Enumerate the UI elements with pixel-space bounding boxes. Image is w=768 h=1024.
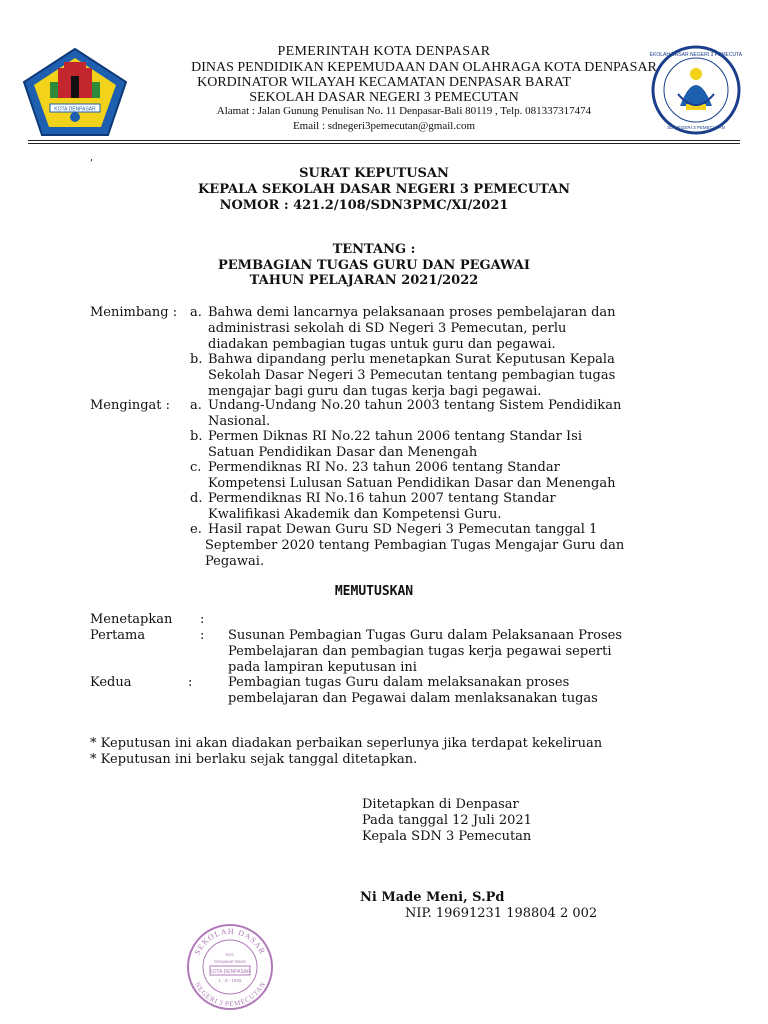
header-line-2: DINAS PENDIDIKAN KEPEMUDAAN DAN OLAHRAGA KOTA DENPASAR [191,60,657,75]
mengingat-e-marker: e. [190,522,202,537]
mengingat-b-marker: b. [190,429,203,444]
memutuskan-heading: MEMUTUSKAN [334,584,414,599]
mengingat-c-line-2: Kompetensi Lulusan Satuan Pendidikan Dasar dan Menengah [208,476,616,491]
pertama-line-1: Susunan Pembagian Tugas Guru dalam Pelaksanaan Proses [228,628,623,643]
tentang-label: TENTANG : [332,242,416,257]
stray-mark: , [90,152,94,163]
header-rule-thick [28,140,740,141]
header-address: Alamat : Jalan Gunung Penulisan No. 11 Denpasar-Bali 80119 , Telp. 081337317474 [216,105,592,117]
school-stamp [185,922,275,1012]
mengingat-d-line-1: Permendiknas RI No.16 tahun 2007 tentang Standar [208,491,556,506]
tentang-line-2: TAHUN PELAJARAN 2021/2022 [249,273,479,288]
pertama-colon: : [200,628,205,643]
menimbang-b-line-3: mengajar bagi guru dan tugas kerja bagi pegawai. [208,384,542,399]
pertama-line-2: Pembelajaran dan pembagian tugas kerja pegawai seperti [228,644,612,659]
menimbang-a-line-1: Bahwa demi lancarnya pelaksanaan proses pembelajaran dan [208,305,616,320]
menimbang-b-line-1: Bahwa dipandang perlu menetapkan Surat Keputusan Kepala [208,352,615,367]
kedua-line-2: pembelajaran dan Pegawai dalam menlaksanakan tugas [228,691,598,706]
stamp-box-text: KOTA DENPASAR [209,969,251,975]
mengingat-e-line-2: September 2020 tentang Pembagian Tugas Mengajar Guru dan [205,538,625,553]
menimbang-label: Menimbang : [90,305,178,320]
header-rule-thin [28,143,740,144]
mengingat-d-line-2: Kwalifikasi Akademik dan Kompetensi Guru. [208,507,502,522]
tentang-line-1: PEMBAGIAN TUGAS GURU DAN PEGAWAI [218,258,530,273]
menimbang-b-line-2: Sekolah Dasar Negeri 3 Pemecutan tentang pembagian tugas [208,368,616,383]
school-logo-bottom-text: SD NEGERI 3 PEMECUTAN [667,125,725,130]
stamp-line-2: Denpasar Barat [214,959,246,964]
title-line-3: NOMOR : 421.2/108/SDN3PMC/XI/2021 [219,198,509,213]
menimbang-a-marker: a. [190,305,202,320]
menetapkan-label: Menetapkan [90,612,173,627]
mengingat-b-line-1: Permen Diknas RI No.22 tahun 2006 tentang Standar Isi [208,429,582,444]
menimbang-b-marker: b. [190,352,203,367]
menetapkan-colon: : [200,612,205,627]
sign-date: Pada tanggal 12 Juli 2021 [362,813,532,828]
mengingat-a-line-1: Undang-Undang No.20 tahun 2003 tentang Sistem Pendidikan [208,398,622,413]
mengingat-c-line-1: Permendiknas RI No. 23 tahun 2006 tentang Standar [208,460,560,475]
kedua-label: Kedua [90,675,132,690]
sign-name: Ni Made Meni, S.Pd [360,890,505,905]
title-line-2: KEPALA SEKOLAH DASAR NEGERI 3 PEMECUTAN [197,182,571,197]
stamp-ring-bottom: NEGERI 3 PEMECUTAN [192,980,268,1009]
city-logo-label: KOTA DENPASAR [54,106,96,113]
stamp-date: 1 - 8 - 1926 [218,978,242,983]
school-logo-ring-text: SEKOLAH DASAR NEGERI 3 PEMECUTAN [650,52,742,58]
pertama-label: Pertama [90,628,146,643]
sign-place: Ditetapkan di Denpasar [362,797,519,812]
mengingat-c-marker: c. [190,460,202,475]
kedua-colon: : [188,675,193,690]
kedua-line-1: Pembagian tugas Guru dalam melaksanakan proses [228,675,570,690]
header-line-1: PEMERINTAH KOTA DENPASAR [277,44,491,59]
mengingat-d-marker: d. [190,491,203,506]
header-line-4: SEKOLAH DASAR NEGERI 3 PEMECUTAN [249,90,519,105]
menimbang-a-line-3: diadakan pembagian tugas untuk guru dan pegawai. [208,337,556,352]
title-line-1: SURAT KEPUTUSAN [299,166,449,181]
mengingat-label: Mengingat : [90,398,171,413]
menimbang-a-line-2: administrasi sekolah di SD Negeri 3 Pemecutan, perlu [208,321,567,336]
mengingat-e-line-3: Pegawai. [205,554,265,569]
note-1: * Keputusan ini akan diadakan perbaikan seperlunya jika terdapat kekeliruan [90,736,603,751]
mengingat-e-line-1: Hasil rapat Dewan Guru SD Negeri 3 Pemecutan tanggal 1 [208,522,598,537]
mengingat-a-marker: a. [190,398,202,413]
pertama-line-3: pada lampiran keputusan ini [228,660,417,675]
header-email: Email : sdnegeri3pemecutan@gmail.com [292,120,476,132]
mengingat-a-line-2: Nasional. [208,414,271,429]
sign-nip: NIP. 19691231 198804 2 002 [405,906,598,921]
stamp-line-1: Kec [226,952,234,957]
header-line-3: KORDINATOR WILAYAH KECAMATAN DENPASAR BARAT [197,75,571,90]
sign-position: Kepala SDN 3 Pemecutan [362,829,532,844]
mengingat-b-line-2: Satuan Pendidikan Dasar dan Menengah [208,445,478,460]
stamp-ring-top: SEKOLAH DASAR [192,926,268,957]
note-2: * Keputusan ini berlaku sejak tanggal ditetapkan. [90,752,418,767]
